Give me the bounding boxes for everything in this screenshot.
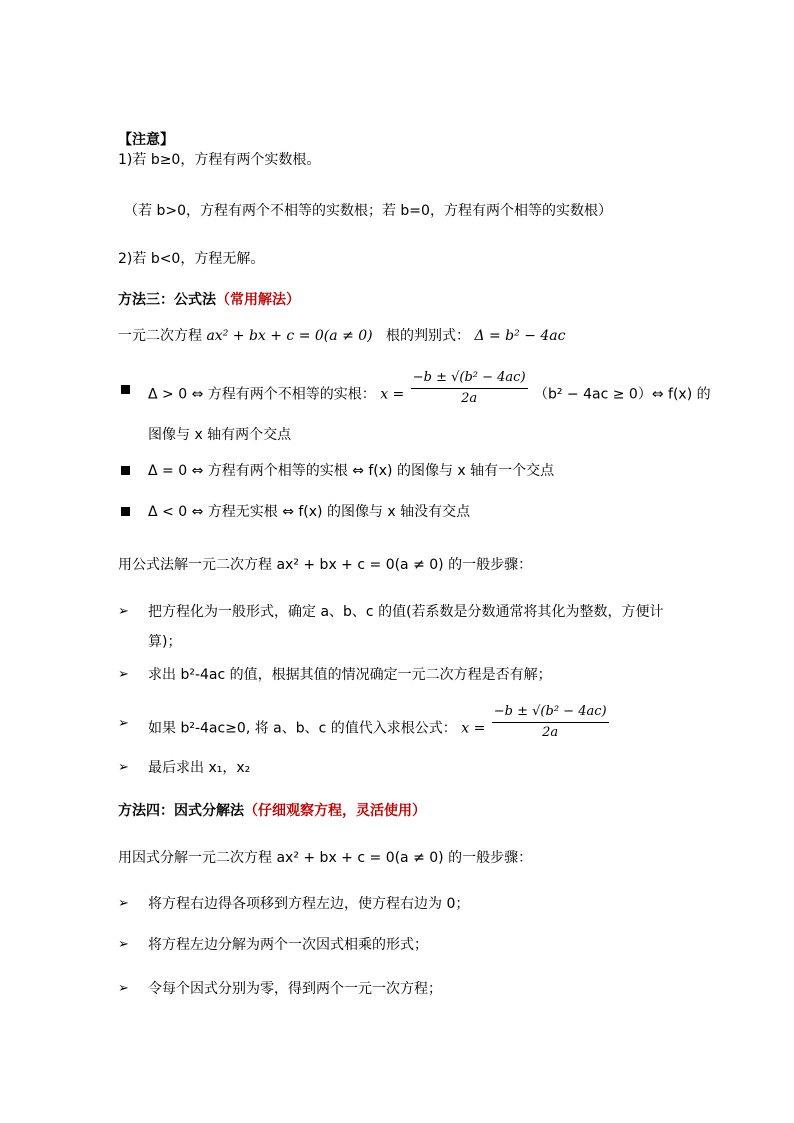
- case1-text: Δ > 0 ⇔ 方程有两个不相等的实根：: [148, 386, 376, 403]
- method3-title-text: 方法三：公式法: [118, 292, 216, 308]
- note-2: 2)若 b<0，方程无解。: [118, 251, 265, 267]
- method3-title: [118, 290, 300, 310]
- case-2: Δ = 0 ⇔ 方程有两个相等的实根 ⇔ f(x) 的图像与 x 轴有一个交点: [148, 463, 555, 479]
- step3-text: 如果 b²-4ac≥0, 将 a、b、c 的值代入求根公式：: [148, 720, 457, 737]
- fraction-numerator: −b ± √(b² − 4ac): [411, 368, 528, 389]
- note-1: 1)若 b≥0，方程有两个实数根。: [118, 152, 321, 168]
- case1-x: x =: [380, 386, 405, 403]
- arrow-bullet-icon: ➢: [118, 937, 129, 952]
- arrow-bullet-icon: ➢: [118, 667, 129, 682]
- method4-tag: （仔细观察方程，灵活使用）: [244, 803, 426, 819]
- method4-title: [118, 801, 426, 821]
- method3-tag: （常用解法）: [216, 292, 300, 308]
- step-1: 把方程化为一般形式，确定 a、b、c 的值(若系数是分数通常将其化为整数，方便计: [148, 604, 664, 620]
- step-2: 求出 b²-4ac 的值，根据其值的情况确定一元二次方程是否有解；: [148, 667, 552, 683]
- case-1-cont: 图像与 x 轴有两个交点: [148, 427, 292, 443]
- step-1-cont: 算)；: [148, 634, 182, 650]
- case1-cond: （b² − 4ac ≥ 0）⇔ f(x) 的: [533, 386, 711, 403]
- square-bullet-icon: [121, 466, 130, 475]
- disc-formula: Δ = b² − 4ac: [474, 328, 566, 344]
- square-bullet-icon: [121, 507, 130, 516]
- arrow-bullet-icon: ➢: [118, 760, 129, 775]
- fraction-denominator: 2a: [542, 725, 559, 740]
- fraction-denominator: 2a: [461, 391, 478, 406]
- method3-equation-line: [118, 326, 565, 346]
- note-heading: 【注意】: [118, 132, 174, 148]
- square-bullet-icon: [121, 385, 130, 394]
- arrow-bullet-icon: ➢: [118, 716, 129, 731]
- method3-steps-intro: 用公式法解一元二次方程 ax² + bx + c = 0(a ≠ 0) 的一般步骤：: [118, 557, 533, 573]
- step-4: 最后求出 x₁，x₂: [148, 760, 251, 776]
- m4-step-1: 将方程右边得各项移到方程左边，使方程右边为 0；: [148, 896, 470, 912]
- note-1-detail: （若 b>0，方程有两个不相等的实数根；若 b=0，方程有两个相等的实数根）: [124, 203, 612, 219]
- case-1: [148, 370, 711, 409]
- step-3: [148, 704, 611, 743]
- m4-step-2: 将方程左边分解为两个一次因式相乘的形式；: [148, 937, 428, 953]
- step3-x: x =: [461, 720, 486, 737]
- m4-step-3: 令每个因式分别为零，得到两个一元一次方程；: [148, 981, 442, 997]
- arrow-bullet-icon: ➢: [118, 604, 129, 619]
- fraction-numerator: −b ± √(b² − 4ac): [492, 702, 609, 723]
- arrow-bullet-icon: ➢: [118, 896, 129, 911]
- eq-formula: ax² + bx + c = 0(a ≠ 0): [206, 328, 373, 344]
- quadratic-formula-fraction: [492, 702, 609, 743]
- quadratic-formula-fraction: [411, 368, 528, 409]
- disc-prefix: 根的判别式：: [385, 328, 470, 344]
- method4-steps-intro: 用因式分解一元二次方程 ax² + bx + c = 0(a ≠ 0) 的一般步骤：: [118, 850, 533, 866]
- arrow-bullet-icon: ➢: [118, 981, 129, 996]
- case-3: Δ < 0 ⇔ 方程无实根 ⇔ f(x) 的图像与 x 轴没有交点: [148, 504, 471, 520]
- eq-prefix: 一元二次方程: [118, 328, 202, 344]
- method4-title-text: 方法四：因式分解法: [118, 803, 244, 819]
